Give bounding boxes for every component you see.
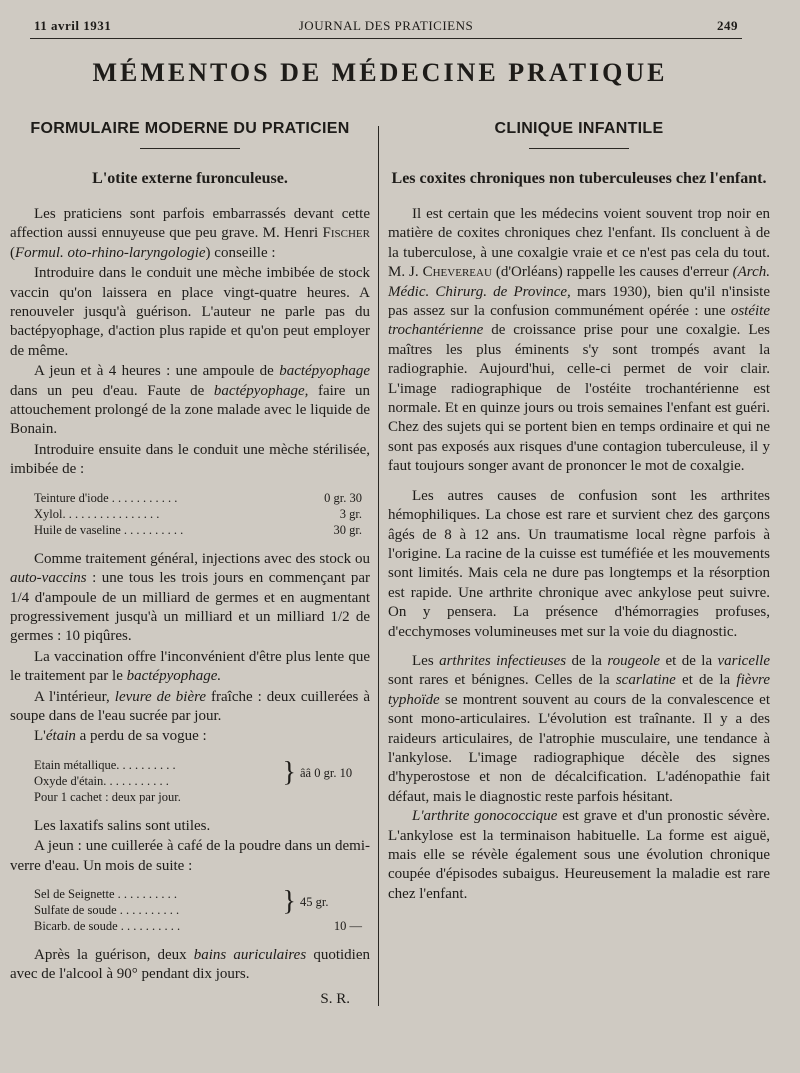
header-rule <box>30 38 742 39</box>
page-number: 249 <box>717 18 738 33</box>
paragraph: Les arthrites infectieuses de la rougeole et de la varicelle sont rares et bénignes. Celles de la scarlatine et de la fièvre typhoïde se montrent souvent au cours de la convalescence et sont mono-articulaires. L'évolution est traînante. Il y a des raideurs articulaires, de l'atrophie musculaire, une tendance à l'ankylose. L'image radiographique décèle des signes d'hyperostose et non de décalcification. L'adénopathie fait défaut, mais le diagnostic reste parfois hésitant. <box>388 652 770 805</box>
brace: } <box>282 885 296 917</box>
issue-date: 11 avril 1931 <box>34 18 112 33</box>
prescription-line: Etain métallique. . . . . . . . . . <box>34 757 176 772</box>
prescription-qty: ââ 0 gr. 10 <box>300 765 353 780</box>
journal-name: JOURNAL DES PRATICIENS <box>298 18 474 33</box>
prescription-1 <box>34 490 370 538</box>
paragraph: Il est certain que les médecins voient souvent trop noir en matière de coxites chroniques chez l'enfant. Ils concluent à de la tuberculose, à une coxalgie vraie et ce n'est pas cela du tout. M. J. Chevereau (d'Orléans) rappelle les causes d'erreur (Arch. Médic. Chirurg. de Province, mars 1930), bien qu'il n'insiste pas assez sur la confusion communément opérée : une ostéite trochantérienne de croissance prise pour une coxalgie. Les maîtres les plus éminents s'y sont trompés avant la radiographie. Aujourd'hui, celle-ci permet de voir clair. L'image radiographique de l'ostéite trochantérienne est normale. Et en quinze jours ou trois semaines l'enfant est guéri. Chez des sujets qui se portent bien en temps ordinaire et qui ne sont pas exposés aux risques d'une contagion tuberculeuse, il y faut toujours songer avant de prononcer le mot de coxalgie. <box>388 206 770 475</box>
prescription-line: Bicarb. de soude . . . . . . . . . . 10 — <box>34 918 362 933</box>
paragraph: A jeun et à 4 heures : une ampoule de bactépyophage dans un peu d'eau. Faute de bactépyophage, faire un attouchement prolongé de la zone malade avec le liquide de Bonain. <box>10 363 371 438</box>
paragraph: Les praticiens sont parfois embarrassés devant cette affection aussi ennuyeuse que peu grave. M. Henri Fischer (Formul. oto-rhino-laryngologie) conseille : <box>10 206 370 261</box>
paragraph: Les laxatifs salins sont utiles. <box>34 817 211 834</box>
prescription-line: Xylol. . . . . . . . . . . . . . . . 3 gr. <box>34 506 362 521</box>
paragraph: Après la guérison, deux bains auriculaires quotidien avec de l'alcool à 90° pendant dix jours. <box>10 946 370 983</box>
prescription-qty: 45 gr. <box>300 894 329 909</box>
signature: S. R. <box>320 990 350 1007</box>
right-column <box>388 120 770 904</box>
left-article-title: L'otite externe furonculeuse. <box>92 170 288 187</box>
section-rule <box>529 148 629 149</box>
left-section-title: FORMULAIRE MODERNE DU PRATICIEN <box>30 120 350 137</box>
prescription-line: Sulfate de soude . . . . . . . . . . <box>34 902 180 917</box>
paragraph: Comme traitement général, injections avec des stock ou auto-vaccins : une tous les trois jours en commençant par 1/4 d'ampoule de un milliard de germes et en augmentant progressivement jusqu'à un milliard et un milliard 1/2 de germes : 10 piqûres. <box>10 550 370 645</box>
prescription-line: Sel de Seignette . . . . . . . . . . <box>34 886 178 901</box>
column-divider <box>378 126 379 1006</box>
prescription-3 <box>34 886 370 934</box>
prescription-line: Oxyde d'étain. . . . . . . . . . . <box>34 773 169 788</box>
paragraph: L'étain a perdu de sa vogue : <box>34 728 207 745</box>
section-rule <box>140 148 240 149</box>
prescription-2 <box>34 757 370 805</box>
paragraph: A l'intérieur, levure de bière fraîche : deux cuillerées à soupe dans de l'eau sucrée par jour. <box>10 688 370 724</box>
paragraph: La vaccination offre l'inconvénient d'être plus lente que le traitement par le bactépyophage. <box>10 648 370 685</box>
paragraph: A jeun : une cuillerée à café de la poudre dans un demi-verre d'eau. Un mois de suite : <box>10 838 370 874</box>
paragraph: L'arthrite gonococcique est grave et d'un pronostic sévère. L'ankylose est la terminaison habituelle. La forme est aiguë, mais elle se révèle également sous une évolution chronique coupée d'épisodes subaigus. Heureusement la maladie est rare chez l'enfant. <box>388 808 770 902</box>
right-article-title: Les coxites chroniques non tuberculeuses chez l'enfant. <box>391 170 767 187</box>
paragraph: Les autres causes de confusion sont les arthrites hémophiliques. La chose est rare et survient chez des garçons âgés de 8 à 12 ans. Un traumatisme local règne parfois à l'origine. La racine de la cuisse est tuméfiée et les mouvements sont limités. Mais cela ne dure pas longtemps et la résorption est rapide. Une arthrite chronique avec ankylose peut suivre. On y pensera. La présence d'hémorragies profuses, d'ecchymoses volumineuses met sur la voie du diagnostic. <box>388 487 770 640</box>
prescription-note: Pour 1 cachet : deux par jour. <box>34 789 181 804</box>
paragraph: Introduire dans le conduit une mèche imbibée de stock vaccin qu'on laissera en place vingt-quatre heures. A renouveler jusqu'à guérison. L'auteur ne parle pas du bactépyophage, d'action plus rapide et qu'on peut employer de même. <box>10 265 370 359</box>
right-section-title: CLINIQUE INFANTILE <box>494 120 664 137</box>
page-title: MÉMENTOS DE MÉDECINE PRATIQUE <box>92 58 668 87</box>
prescription-line: Huile de vaseline . . . . . . . . . . 30 gr. <box>34 522 362 537</box>
paragraph: Introduire ensuite dans le conduit une mèche stérilisée, imbibée de : <box>10 441 370 478</box>
prescription-line: Teinture d'iode . . . . . . . . . . . 0 gr. 30 <box>34 490 362 505</box>
brace: } <box>282 756 296 788</box>
left-column <box>10 120 370 1008</box>
